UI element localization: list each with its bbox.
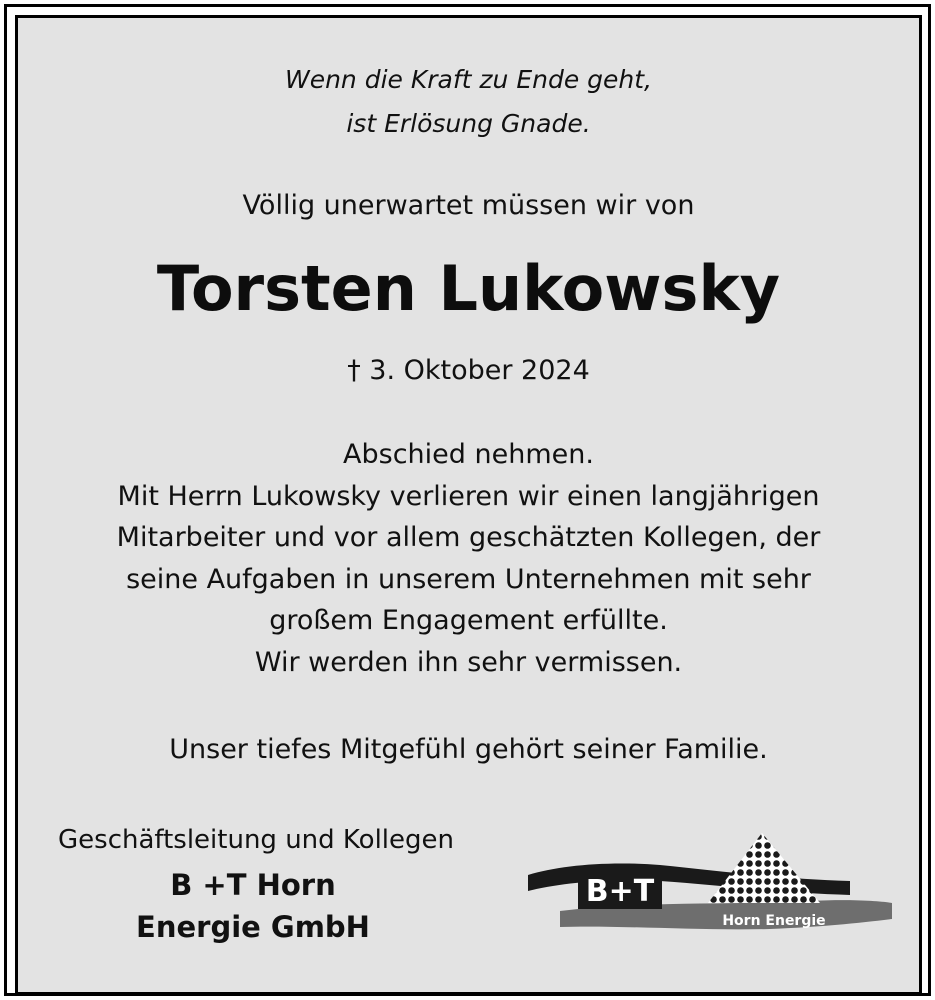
signoff-line: Geschäftsleitung und Kollegen — [58, 825, 455, 855]
motto-line: Wenn die Kraft zu Ende geht, — [284, 65, 653, 94]
motto-line: ist Erlösung Gnade. — [346, 109, 591, 138]
message-line: seine Aufgaben in unserem Unternehmen mit sehr — [126, 563, 811, 595]
message-line: großem Engagement erfüllte. — [269, 605, 668, 636]
company-name — [58, 864, 448, 948]
signoff — [58, 820, 528, 948]
logo-pyramid — [708, 833, 820, 903]
deceased-name: Torsten Lukowsky — [156, 252, 781, 325]
company-line: Energie GmbH — [136, 910, 370, 944]
death-date: † 3. Oktober 2024 — [347, 355, 590, 386]
obituary-card — [15, 15, 922, 995]
logo-sub-text: Horn Energie — [722, 913, 826, 929]
motto — [18, 58, 919, 146]
company-line: B +T Horn — [170, 868, 336, 902]
message-line: Wir werden ihn sehr vermissen. — [254, 646, 683, 678]
message-line: Mitarbeiter und vor allem geschätzten Kollegen, der — [116, 522, 821, 553]
message-line: Mit Herrn Lukowsky verlieren wir einen langjährigen — [117, 480, 820, 512]
logo-mark-text: B+T — [585, 874, 655, 909]
message-body — [18, 434, 919, 683]
condolence-text: Unser tiefes Mitgefühl gehört seiner Familie. — [169, 734, 768, 765]
intro-text: Völlig unerwartet müssen wir von — [242, 190, 695, 221]
outer-frame — [4, 4, 931, 996]
message-line: Abschied nehmen. — [343, 439, 594, 470]
company-logo — [520, 823, 900, 943]
